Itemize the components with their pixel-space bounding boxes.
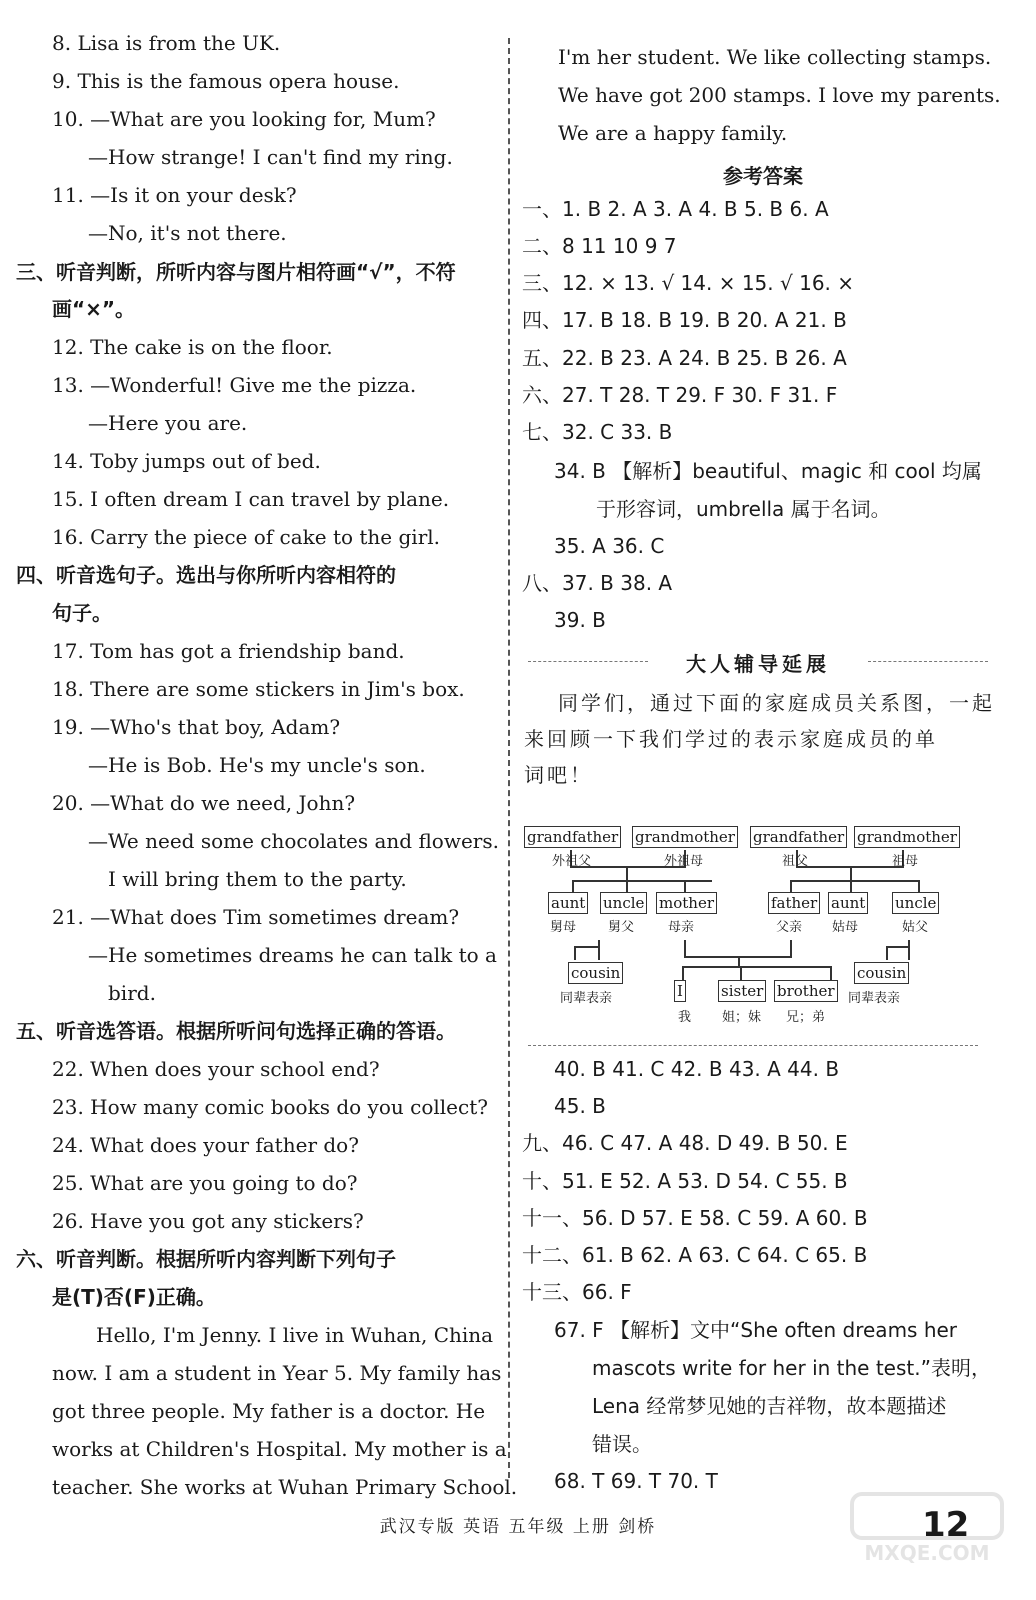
answer-line: 九、46. C 47. A 48. D 49. B 50. E [522,1131,848,1155]
tree-label-cn: 舅母 [550,920,577,935]
listening-item: 9. This is the famous opera house. [52,69,400,93]
page-footer: 武汉专版 英语 五年级 上册 剑桥 [379,1517,657,1537]
tree-label-cn: 舅父 [608,920,635,935]
section-heading: 画“×”。 [52,297,136,321]
tree-label-cn: 父亲 [776,920,803,935]
tree-box-aunt: aunt [548,892,588,914]
answer-line: 35. A 36. C [554,534,665,558]
section-heading: 是(T)否(F)正确。 [52,1285,216,1309]
tree-box-uncle: uncle [600,892,647,914]
answer-line: 六、27. T 28. T 29. F 30. F 31. F [522,383,838,407]
tree-box-cousin: cousin [568,962,623,984]
listening-item: 22. When does your school end? [52,1057,380,1081]
answer-explanation: 67. F 【解析】文中“She often dreams her [554,1318,958,1342]
tree-label-cn: 姑母 [832,920,859,935]
answer-line: 68. T 69. T 70. T [554,1469,718,1493]
passage-line: We have got 200 stamps. I love my parents. [558,83,1001,107]
listening-item: 24. What does your father do? [52,1133,359,1157]
passage-line: Hello, I'm Jenny. I live in Wuhan, China [96,1323,494,1347]
answer-line: 三、12. × 13. √ 14. × 15. √ 16. × [522,271,855,295]
listening-item: 11. —Is it on your desk? [52,183,297,207]
answer-line: 十、51. E 52. A 53. D 54. C 55. B [522,1169,848,1193]
answer-explanation: mascots write for her in the test.”表明， [592,1356,991,1380]
listening-item: 10. —What are you looking for, Mum? [52,107,436,131]
tree-box-grandfather: grandfather [524,826,621,848]
answer-line: 八、37. B 38. A [522,571,673,595]
listening-item: —How strange! I can't find my ring. [88,145,453,169]
listening-item: 20. —What do we need, John? [52,791,356,815]
section-heading: 四、听音选句子。选出与你所听内容相符的 [16,563,396,587]
tree-box-aunt: aunt [828,892,868,914]
tree-box-mother: mother [656,892,717,914]
tree-box-sister: sister [718,980,766,1002]
extension-text: 同学们，通过下面的家庭成员关系图，一起 [558,691,995,715]
tree-box-grandmother: grandmother [854,826,960,848]
listening-item: I will bring them to the party. [108,867,407,891]
page-number: 12 [922,1505,970,1545]
listening-item: 18. There are some stickers in Jim's box. [52,677,465,701]
section-rule [528,1045,978,1046]
tree-box-brother: brother [774,980,838,1002]
answer-explanation: 错误。 [592,1432,652,1456]
tree-box-uncle: uncle [892,892,939,914]
passage-line: We are a happy family. [558,121,788,145]
tree-label-cn: 母亲 [668,920,695,935]
section-heading: 六、听音判断。根据所听内容判断下列句子 [16,1247,396,1271]
watermark-logo [848,1488,1008,1568]
listening-item: —No, it's not there. [88,221,287,245]
listening-item: 8. Lisa is from the UK. [52,31,281,55]
section-heading: 五、听音选答语。根据所听问句选择正确的答语。 [16,1019,456,1043]
listening-item: —He sometimes dreams he can talk to a [88,943,497,967]
answer-explanation: Lena 经常梦见她的吉祥物，故本题描述 [592,1394,947,1418]
tree-label-cn: 祖母 [892,854,919,869]
listening-item: 17. Tom has got a friendship band. [52,639,405,663]
extension-text: 词吧！ [524,763,593,787]
listening-item: 23. How many comic books do you collect? [52,1095,488,1119]
listening-item: 14. Toby jumps out of bed. [52,449,321,473]
extension-title-text: 大人辅导延展 [686,652,830,676]
tree-label-cn: 祖父 [782,854,809,869]
answer-line: 39. B [554,608,606,632]
tree-box-grandmother: grandmother [632,826,738,848]
listening-item: 15. I often dream I can travel by plane. [52,487,450,511]
tree-box-me: I [674,980,686,1002]
passage-line: got three people. My father is a doctor. He [52,1399,486,1423]
listening-item: —We need some chocolates and flowers. [88,829,499,853]
answer-line: 五、22. B 23. A 24. B 25. B 26. A [522,346,847,370]
answer-line: 十三、66. F [522,1280,632,1304]
listening-item: 19. —Who's that boy, Adam? [52,715,341,739]
answer-line: 四、17. B 18. B 19. B 20. A 21. B [522,308,847,332]
listening-item: 25. What are you going to do? [52,1171,358,1195]
tree-label-cn: 同辈表亲 [848,991,901,1006]
watermark-text: MXQE.COM [864,1541,990,1565]
extension-text: 来回顾一下我们学过的表示家庭成员的单 [524,727,938,751]
extension-section-title [528,648,988,674]
listening-item: —Here you are. [88,411,248,435]
passage-line: works at Children's Hospital. My mother is a [52,1437,507,1461]
listening-item: 13. —Wonderful! Give me the pizza. [52,373,417,397]
answers-title: 参考答案 [723,164,803,188]
tree-label-cn: 外祖父 [552,854,592,869]
listening-item: —He is Bob. He's my uncle's son. [88,753,426,777]
answer-line: 十一、56. D 57. E 58. C 59. A 60. B [522,1206,868,1230]
column-divider [508,38,510,1478]
listening-item: 21. —What does Tim sometimes dream? [52,905,460,929]
passage-line: now. I am a student in Year 5. My family has [52,1361,502,1385]
tree-label-cn: 姑父 [902,920,929,935]
answer-explanation: 于形容词，umbrella 属于名词。 [596,497,891,521]
listening-item: 26. Have you got any stickers? [52,1209,364,1233]
tree-box-cousin: cousin [854,962,909,984]
answer-explanation: 34. B 【解析】beautiful、magic 和 cool 均属 [554,459,982,483]
answer-line: 二、8 11 10 9 7 [522,234,677,258]
answer-line: 40. B 41. C 42. B 43. A 44. B [554,1057,840,1081]
tree-label-cn: 同辈表亲 [560,991,613,1006]
passage-line: teacher. She works at Wuhan Primary School. [52,1475,518,1499]
section-heading: 三、听音判断，所听内容与图片相符画“√”，不符 [16,260,456,284]
answer-line: 一、1. B 2. A 3. A 4. B 5. B 6. A [522,197,829,221]
listening-item: bird. [108,981,156,1005]
tree-label-cn: 兄；弟 [786,1010,826,1025]
answer-line: 十二、61. B 62. A 63. C 64. C 65. B [522,1243,868,1267]
listening-item: 16. Carry the piece of cake to the girl. [52,525,441,549]
tree-box-father: father [768,892,820,914]
passage-line: I'm her student. We like collecting stamps. [558,45,992,69]
listening-item: 12. The cake is on the floor. [52,335,333,359]
tree-label-cn: 外祖母 [664,854,704,869]
answer-line: 45. B [554,1094,606,1118]
tree-label-cn: 我 [678,1010,692,1025]
answer-line: 七、32. C 33. B [522,420,673,444]
section-heading: 句子。 [52,601,112,625]
tree-box-grandfather: grandfather [750,826,847,848]
tree-label-cn: 姐；妹 [722,1010,762,1025]
